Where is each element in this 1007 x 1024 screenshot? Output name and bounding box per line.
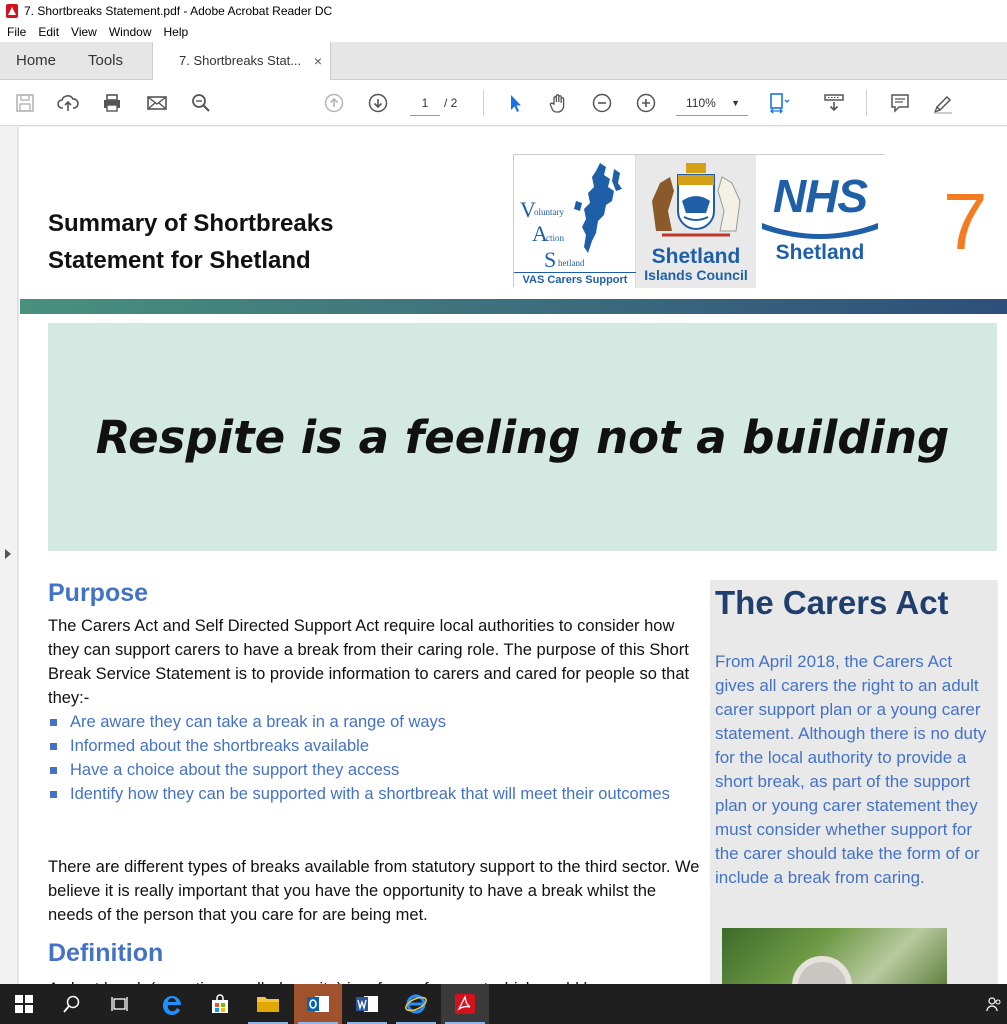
tab-tools[interactable]: Tools <box>88 52 124 69</box>
people-icon[interactable] <box>980 984 1007 1024</box>
menu-edit[interactable]: Edit <box>38 25 60 39</box>
sidebar-title: The Carers Act <box>715 584 949 621</box>
internet-explorer-icon[interactable] <box>392 984 440 1024</box>
quote-banner <box>48 323 997 551</box>
list-item: Are aware they can take a break in a range of ways <box>48 710 700 734</box>
list-item: Identify how they can be supported with a shortbreak that will meet their outcomes <box>48 782 700 806</box>
definition-heading: Definition <box>48 939 164 967</box>
tab-bar <box>0 42 1007 80</box>
email-icon[interactable] <box>145 91 169 115</box>
shetland-map-icon <box>570 161 626 257</box>
zoom-out-icon[interactable] <box>590 91 614 115</box>
page-number-input[interactable]: 1 <box>410 90 440 116</box>
nhs-shetland-logo <box>756 155 884 288</box>
banner-quote: Respite is a feeling not a building <box>95 410 950 464</box>
list-item: Informed about the shortbreaks available <box>48 734 700 758</box>
tab-document[interactable] <box>152 42 331 81</box>
document-title <box>48 205 333 279</box>
header-divider-bar <box>20 299 1007 314</box>
menu-help[interactable]: Help <box>163 25 189 39</box>
window-titlebar <box>0 0 1007 22</box>
windows-taskbar <box>0 984 1007 1024</box>
document-title-line2: Statement for Shetland <box>48 247 311 274</box>
select-cursor-icon[interactable] <box>503 91 527 115</box>
chevron-down-icon: ▼ <box>731 98 740 108</box>
word-icon[interactable] <box>343 984 391 1024</box>
vas-word-voluntary: oluntary <box>534 207 564 217</box>
menu-window[interactable]: Window <box>108 25 152 39</box>
purpose-closing: There are different types of breaks available from statutory support to the third sector. We believe it is really important that you have the opportunity to have a break whilst the needs of the person that you care for are being met. <box>48 858 700 924</box>
document-viewport[interactable] <box>0 127 1007 984</box>
tab-home[interactable]: Home <box>16 52 57 69</box>
vas-word-action: ction <box>546 233 564 243</box>
vas-letter-v: V <box>520 197 536 222</box>
search-icon[interactable] <box>48 984 96 1024</box>
purpose-heading: Purpose <box>48 579 149 607</box>
print-icon[interactable] <box>100 91 124 115</box>
task-view-icon[interactable] <box>96 984 144 1024</box>
carers-act-sidebar <box>710 580 998 984</box>
toolbar-divider <box>483 90 484 116</box>
tab-document-label: 7. Shortbreaks Stat... <box>179 53 302 68</box>
save-icon[interactable] <box>13 91 37 115</box>
outlook-icon[interactable] <box>294 984 342 1024</box>
list-item: Have a choice about the support they access <box>48 758 700 782</box>
toolbar-divider <box>866 90 867 116</box>
fit-page-icon[interactable] <box>766 91 790 115</box>
vas-word-shetland: hetland <box>558 258 585 268</box>
vas-letter-s: S <box>544 247 557 272</box>
highlight-pen-icon[interactable] <box>931 91 955 115</box>
scroll-mode-icon[interactable] <box>822 91 846 115</box>
window-title: 7. Shortbreaks Statement.pdf - Adobe Acrobat Reader DC <box>24 4 333 18</box>
zoom-level-select[interactable] <box>676 90 748 116</box>
edge-browser-icon[interactable] <box>148 984 196 1024</box>
nhs-region: Shetland <box>775 241 865 264</box>
menu-bar <box>0 22 1007 42</box>
page-number-badge: 7 <box>943 177 988 266</box>
hand-tool-icon[interactable] <box>546 91 570 115</box>
close-tab-icon[interactable]: × <box>313 53 322 69</box>
upload-cloud-icon[interactable] <box>56 91 80 115</box>
council-crest-icon <box>642 161 750 245</box>
find-zoom-icon[interactable] <box>189 91 213 115</box>
windows-start-icon[interactable] <box>0 984 48 1024</box>
next-page-icon[interactable] <box>366 91 390 115</box>
file-explorer-icon[interactable] <box>244 984 292 1024</box>
partner-logos <box>513 154 884 287</box>
zoom-in-icon[interactable] <box>634 91 658 115</box>
chevron-right-icon[interactable] <box>5 549 11 559</box>
carer-photo <box>722 928 947 988</box>
navigation-pane-toggle[interactable] <box>0 127 18 984</box>
document-title-line1: Summary of Shortbreaks <box>48 210 334 237</box>
toolbar <box>0 80 1007 126</box>
sidebar-text: From April 2018, the Carers Act gives all carers the right to an adult carer support plan or a young carer statement. Although there is no duty for the local authority to provide a short break, as part of the support plan or young carer statement they must consider whether support for the carer should take the form of or include a break from caring. <box>715 652 987 887</box>
comment-icon[interactable] <box>888 91 912 115</box>
purpose-bullet-list <box>48 710 700 806</box>
menu-view[interactable]: View <box>71 25 97 39</box>
purpose-intro: The Carers Act and Self Directed Support Act require local authorities to consider how they can support carers to have a break from their caring role. The purpose of this Short Break Service Statement is to provide information to carers and cared for people so that they:- <box>48 617 690 707</box>
acrobat-pdf-icon <box>6 4 18 18</box>
council-name: Shetland <box>651 245 741 268</box>
nhs-swoosh-icon <box>760 219 880 239</box>
pdf-page <box>19 127 1007 984</box>
council-subtitle: Islands Council <box>644 267 748 283</box>
menu-file[interactable]: File <box>7 25 27 39</box>
acrobat-reader-icon[interactable] <box>441 984 489 1024</box>
vas-letter-a: A <box>532 221 548 246</box>
vas-logo <box>514 155 636 288</box>
nhs-wordmark: NHS <box>772 170 868 222</box>
vas-caption: VAS Carers Support <box>514 272 636 288</box>
page-total: / 2 <box>444 96 458 110</box>
previous-page-icon[interactable] <box>322 91 346 115</box>
shetland-islands-council-logo <box>636 155 756 288</box>
zoom-level-value: 110% <box>686 96 716 110</box>
store-icon[interactable] <box>196 984 244 1024</box>
